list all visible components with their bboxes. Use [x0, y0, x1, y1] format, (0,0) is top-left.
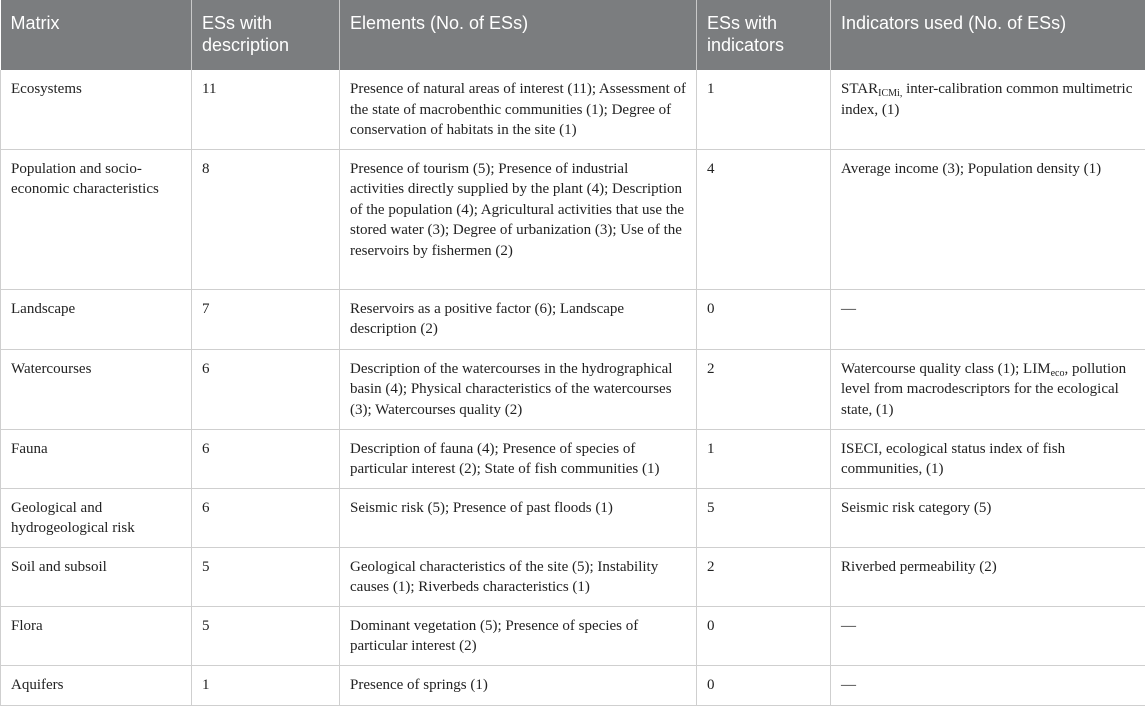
- table-row: [1, 349, 1145, 429]
- indicator-text: Average income (3); Population density (1): [841, 160, 1102, 177]
- cell-ess-description: 7: [192, 289, 340, 349]
- cell-ess-indicators: 0: [697, 289, 831, 349]
- cell-indicators-used: [831, 488, 1145, 547]
- indicator-text: Watercourse quality class (1); LIM: [841, 360, 1051, 377]
- cell-indicators-used: [831, 606, 1145, 665]
- table-row: [1, 606, 1145, 665]
- cell-elements: Description of fauna (4); Presence of species of particular interest (2); State of fish communities (1): [340, 429, 697, 488]
- indicator-text-continued: , pollution level from macrodescriptors for the ecological state, (1): [841, 360, 1127, 418]
- table-row: [1, 665, 1145, 705]
- header-ess-description: ESs with description: [192, 0, 340, 70]
- indicator-text-continued: inter-calibration common multimetric index, (1): [841, 81, 1133, 118]
- cell-ess-indicators: 5: [697, 488, 831, 547]
- table-header: [1, 0, 1145, 70]
- table-row: [1, 70, 1145, 149]
- cell-matrix: Aquifers: [1, 665, 192, 705]
- cell-indicators-used: [831, 289, 1145, 349]
- indicator-text: Riverbed permeability (2): [841, 558, 997, 575]
- cell-ess-description: 5: [192, 547, 340, 606]
- cell-elements: Presence of tourism (5); Presence of industrial activities directly supplied by the plant (4); Description of the population (4); Agricultural activities that use the stored water (3); Degree of urbanization (3); Use of the reservoirs by fishermen (2): [340, 149, 697, 289]
- cell-elements: Description of the watercourses in the hydrographical basin (4); Physical characteristics of the watercourses (3); Watercourses quality (2): [340, 349, 697, 429]
- cell-ess-indicators: 0: [697, 606, 831, 665]
- cell-indicators-used: [831, 349, 1145, 429]
- cell-ess-description: 6: [192, 349, 340, 429]
- indicator-text: STAR: [841, 81, 879, 97]
- header-elements: Elements (No. of ESs): [340, 0, 697, 70]
- cell-ess-indicators: 1: [697, 429, 831, 488]
- indicator-text: ISECI, ecological status index of fish communities, (1): [841, 440, 1066, 477]
- header-indicators-used: Indicators used (No. of ESs): [831, 0, 1145, 70]
- cell-ess-description: 1: [192, 665, 340, 705]
- cell-ess-description: 6: [192, 488, 340, 547]
- cell-elements: Reservoirs as a positive factor (6); Landscape description (2): [340, 289, 697, 349]
- cell-ess-description: 6: [192, 429, 340, 488]
- table-row: [1, 149, 1145, 289]
- indicator-text: —: [841, 676, 856, 693]
- table-row: [1, 289, 1145, 349]
- cell-ess-description: 8: [192, 149, 340, 289]
- cell-matrix: Ecosystems: [1, 70, 192, 149]
- cell-indicators-used: [831, 665, 1145, 705]
- indicator-subscript: eco: [1050, 367, 1065, 379]
- cell-elements: Presence of springs (1): [340, 665, 697, 705]
- header-ess-indicators: ESs with indicators: [697, 0, 831, 70]
- cell-elements: Seismic risk (5); Presence of past floods (1): [340, 488, 697, 547]
- cell-ess-description: 5: [192, 606, 340, 665]
- cell-matrix: Population and socio-economic characteristics: [1, 149, 192, 289]
- header-matrix: Matrix: [1, 0, 192, 70]
- indicator-subscript: ICMi,: [878, 88, 903, 99]
- indicator-text: —: [841, 300, 856, 317]
- cell-elements: Dominant vegetation (5); Presence of species of particular interest (2): [340, 606, 697, 665]
- cell-matrix: Fauna: [1, 429, 192, 488]
- cell-ess-indicators: 2: [697, 349, 831, 429]
- cell-elements: Geological characteristics of the site (5); Instability causes (1); Riverbeds characteristics (1): [340, 547, 697, 606]
- cell-matrix: Geological and hydrogeological risk: [1, 488, 192, 547]
- indicator-text: —: [841, 617, 856, 634]
- cell-elements: Presence of natural areas of interest (11); Assessment of the state of macrobenthic communities (1); Degree of conservation of habitats in the site (1): [340, 70, 697, 149]
- cell-matrix: Flora: [1, 606, 192, 665]
- cell-ess-indicators: 4: [697, 149, 831, 289]
- cell-ess-indicators: 0: [697, 665, 831, 705]
- cell-matrix: Watercourses: [1, 349, 192, 429]
- cell-indicators-used: [831, 429, 1145, 488]
- cell-ess-indicators: 1: [697, 70, 831, 149]
- cell-indicators-used: [831, 149, 1145, 289]
- cell-ess-description: 11: [192, 70, 340, 149]
- cell-indicators-used: [831, 70, 1145, 149]
- table-row: [1, 488, 1145, 547]
- table-row: [1, 429, 1145, 488]
- cell-ess-indicators: 2: [697, 547, 831, 606]
- cell-matrix: Soil and subsoil: [1, 547, 192, 606]
- cell-matrix: Landscape: [1, 289, 192, 349]
- cell-indicators-used: [831, 547, 1145, 606]
- table-body: [1, 70, 1145, 705]
- header-row: [1, 0, 1145, 70]
- indicator-text: Seismic risk category (5): [841, 499, 992, 516]
- table-row: [1, 547, 1145, 606]
